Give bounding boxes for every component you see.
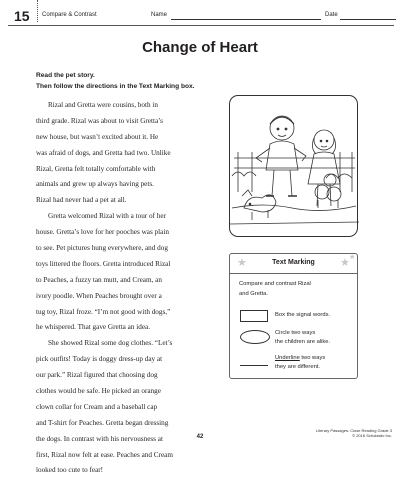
underline-symbol-icon bbox=[240, 365, 268, 366]
story-line: Rizal and Gretta were cousins, both in bbox=[48, 101, 158, 109]
story-illustration bbox=[229, 95, 358, 237]
story-line: animals and grew up always having pets. bbox=[36, 180, 154, 189]
star-icon: ★ bbox=[349, 254, 356, 261]
instruction-line: Compare and contrast Rizal bbox=[239, 281, 311, 287]
footer-page-number: 42 bbox=[196, 434, 204, 440]
credit-line: Literary Passages: Close Reading Grade 3 bbox=[315, 428, 392, 433]
story-line: house. Gretta’s love for her pooches was plain bbox=[36, 228, 169, 237]
story-line: our park.” Rizal figured that choosing dog bbox=[36, 371, 158, 380]
instruction-line: the children are alike. bbox=[275, 339, 331, 345]
text-marking-header bbox=[230, 254, 357, 274]
story-line: pick outfits! Today is doggy dress-up day at bbox=[36, 355, 163, 364]
story-line: looked too cute to fear! bbox=[36, 466, 104, 475]
story-line: Rizal had never had a pet at all. bbox=[36, 196, 127, 205]
star-icon: ★ bbox=[237, 257, 247, 269]
box-symbol-icon bbox=[240, 310, 268, 322]
instruction-line: and Gretta. bbox=[239, 291, 269, 297]
text-marking-box bbox=[229, 253, 358, 379]
text-marking-title: Text Marking bbox=[272, 259, 315, 266]
direction-line: Read the pet story. bbox=[36, 72, 95, 79]
name-label: Name bbox=[151, 12, 168, 18]
story-line: toys littered the floors. Gretta introduced Rizal bbox=[36, 259, 171, 268]
underline-word: Underline bbox=[275, 355, 300, 361]
date-label: Date bbox=[325, 12, 338, 18]
page-header bbox=[8, 10, 394, 24]
page-number: 15 bbox=[14, 8, 30, 24]
story-line: new house, but wasn’t excited about it. He bbox=[36, 132, 159, 141]
story-line: She showed Rizal some dog clothes. “Let’s bbox=[48, 339, 173, 348]
story-line: to see. Pet pictures hung everywhere, and dog bbox=[36, 244, 168, 253]
name-field[interactable] bbox=[171, 19, 321, 20]
instruction-line: two ways bbox=[299, 355, 326, 361]
story-line: tug toy, Rizal froze. “I’m not good with dogs,” bbox=[36, 307, 171, 316]
story-line: Gretta welcomed Rizal with a tour of her bbox=[48, 212, 166, 221]
story-text bbox=[36, 98, 236, 479]
direction-line: Then follow the directions in the Text Marking box. bbox=[36, 83, 195, 90]
dotted-divider bbox=[37, 0, 38, 22]
page-title: Change of Heart bbox=[142, 39, 258, 56]
instruction-line: they are different. bbox=[275, 364, 321, 370]
circle-symbol-icon bbox=[240, 330, 270, 344]
story-line: third grade. Rizal was about to visit Gretta’s bbox=[36, 116, 163, 125]
story-line: was afraid of dogs, and Gretta had two. Unlike bbox=[36, 148, 171, 157]
instruction-line: Circle two ways bbox=[275, 330, 316, 336]
story-line: ivory poodle. When Peaches brought over a bbox=[36, 291, 162, 300]
story-line: Rizal, Gretta felt totally comfortable with bbox=[36, 164, 156, 173]
story-line: and T-shirt for Peaches. Gretta began dressing bbox=[36, 418, 169, 427]
header-rule bbox=[8, 25, 394, 26]
underline-instruction bbox=[275, 354, 355, 372]
story-line: to Peaches, a fuzzy tan mutt, and Cream, an bbox=[36, 275, 162, 284]
story-line: clown collar for Cream and a baseball cap bbox=[36, 402, 158, 411]
directions bbox=[36, 70, 195, 92]
box-instruction: Box the signal words. bbox=[275, 312, 331, 318]
text-marking-instruction bbox=[239, 279, 354, 299]
star-icon: ★ bbox=[340, 257, 350, 269]
kids-with-dogs-illustration bbox=[230, 96, 359, 238]
story-line: the dogs. In contrast with his nervousness at bbox=[36, 434, 163, 443]
story-line: clothes would be safe. He picked an orange bbox=[36, 387, 161, 396]
story-line: first, Rizal now felt at ease. Peaches and Cream bbox=[36, 450, 173, 459]
topic-label: Compare & Contrast bbox=[42, 12, 97, 18]
credit-line: © 2016 Scholastic Inc. bbox=[352, 433, 392, 438]
footer-credit bbox=[296, 428, 392, 438]
date-field[interactable] bbox=[340, 19, 396, 20]
circle-instruction bbox=[275, 329, 355, 347]
story-line: he whispered. That gave Gretta an idea. bbox=[36, 323, 151, 332]
